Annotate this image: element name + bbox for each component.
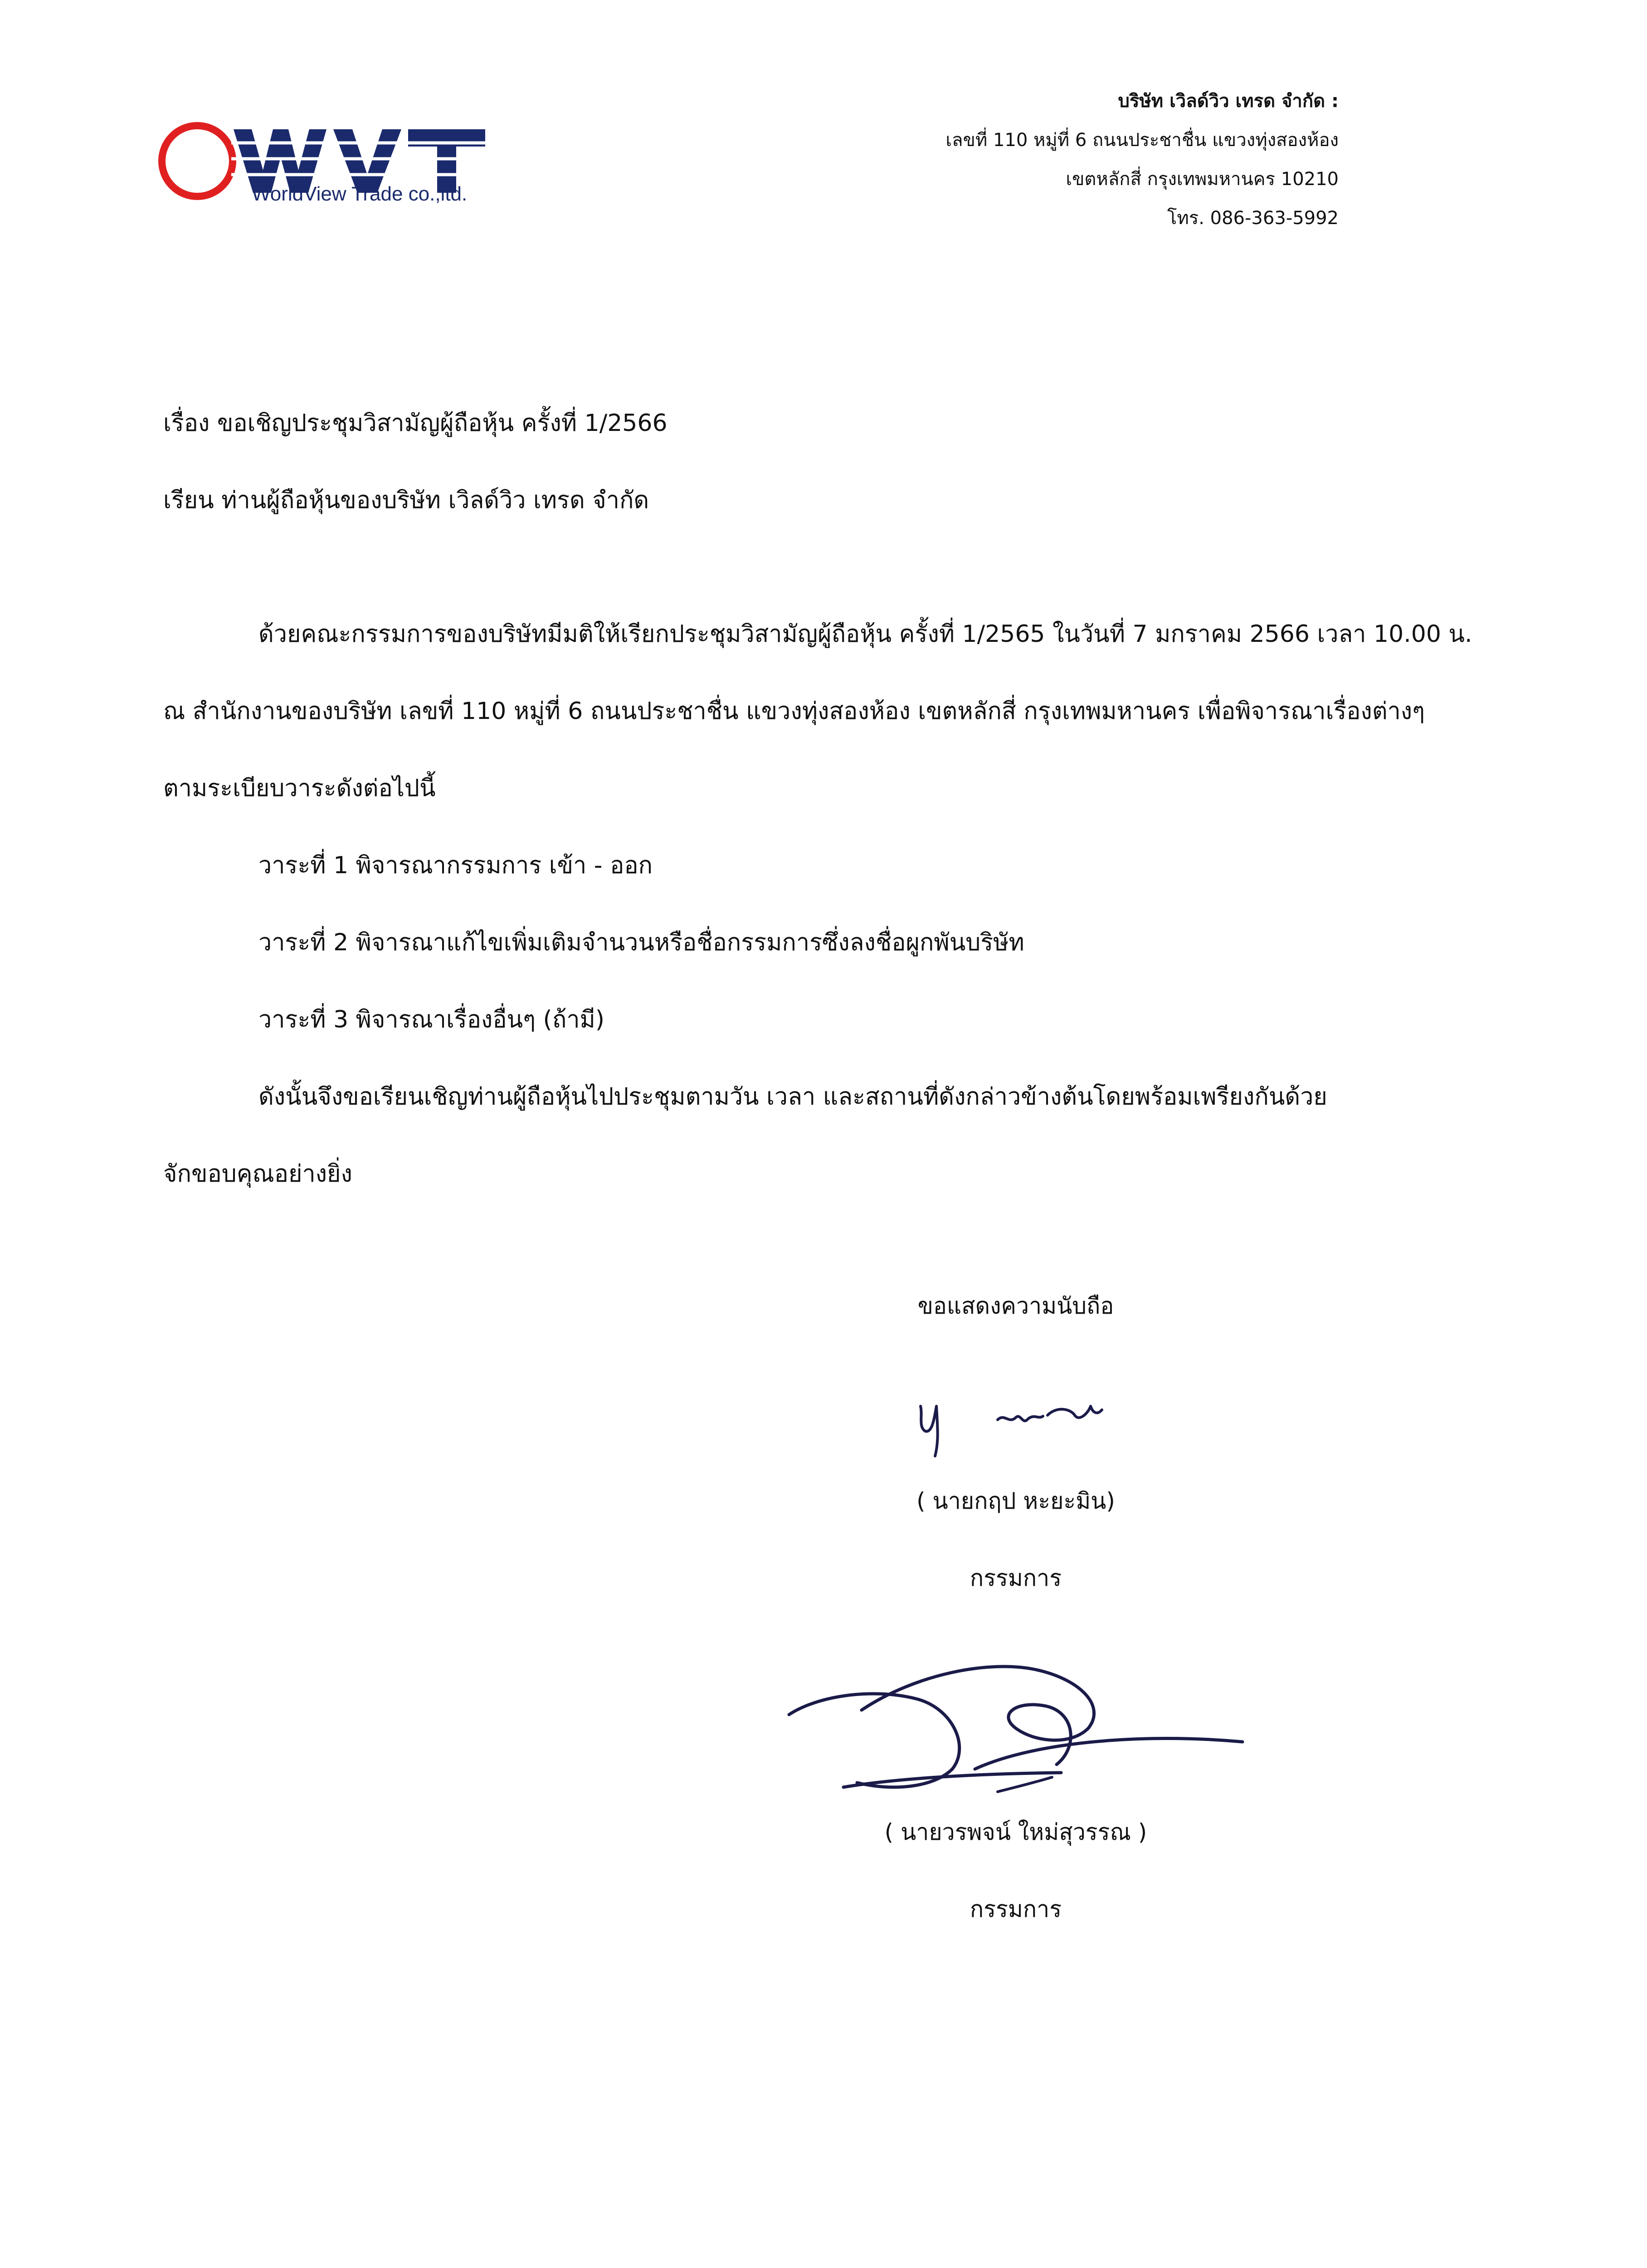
company-name: บริษัท เวิลด์วิว เทรด จำกัด : xyxy=(1118,91,1339,112)
signatory-1-title: กรรมการ xyxy=(970,1565,1062,1591)
agenda-item: วาระที่ 1 พิจารณากรรมการ เข้า - ออก xyxy=(258,852,653,879)
letter-subject: เรื่อง ขอเชิญประชุมวิสามัญผู้ถือหุ้น ครั้งที่ 1/2566 xyxy=(163,410,668,437)
address-line-2: เขตหลักสี่ กรุงเทพมหานคร 10210 xyxy=(1066,169,1339,190)
paragraph-1-line-3: ตามระเบียบวาระดังต่อไปนี้ xyxy=(163,775,436,802)
phone-number: โทร. 086-363-5992 xyxy=(1167,208,1339,229)
paragraph-1-line-2: ณ สำนักงานของบริษัท เลขที่ 110 หมู่ที่ 6 ถนนประชาชื่น แขวงทุ่งสองห้อง เขตหลักสี่ กรุงเทพมหานคร เพื่อพิจารณาเรื่องต่างๆ xyxy=(163,698,1425,725)
company-info xyxy=(945,82,1339,238)
logo-tagline: WorldView Trade co.,ltd. xyxy=(252,183,468,205)
valediction: ขอแสดงความนับถือ xyxy=(917,1293,1114,1319)
signature-2 xyxy=(780,1656,1256,1810)
agenda-item: วาระที่ 2 พิจารณาแก้ไขเพิ่มเติมจำนวนหรือชื่อกรรมการซึ่งลงชื่อผูกพันบริษัท xyxy=(258,929,1024,956)
signatory-2-title: กรรมการ xyxy=(970,1896,1062,1922)
signatory-1-name: ( นายกฤป หะยะมิน) xyxy=(916,1488,1115,1514)
letter-recipient: เรียน ท่านผู้ถือหุ้นของบริษัท เวิลด์วิว เทรด จำกัด xyxy=(163,487,649,514)
signatory-2-name: ( นายวรพจน์ ใหม่สุวรรณ ) xyxy=(884,1819,1147,1845)
address-line-1: เลขที่ 110 หมู่ที่ 6 ถนนประชาชื่น แขวงทุ่งสองห้อง xyxy=(945,130,1339,151)
signature-1 xyxy=(907,1388,1125,1461)
paragraph-1-line-1: ด้วยคณะกรรมการของบริษัทมีมติให้เรียกประชุมวิสามัญผู้ถือหุ้น ครั้งที่ 1/2565 ในวันที่ 7 มกราคม 2566 เวลา 10.00 น. xyxy=(258,621,1472,648)
agenda-item: วาระที่ 3 พิจารณาเรื่องอื่นๆ (ถ้ามี) xyxy=(258,1006,605,1033)
company-logo xyxy=(154,116,508,215)
closing-line-1: ดังนั้นจึงขอเรียนเชิญท่านผู้ถือหุ้นไปประชุมตามวัน เวลา และสถานที่ดังกล่าวข้างต้นโดยพร้อมเพรียงกันด้วย xyxy=(258,1083,1327,1110)
closing-line-2: จักขอบคุณอย่างยิ่ง xyxy=(163,1160,352,1188)
